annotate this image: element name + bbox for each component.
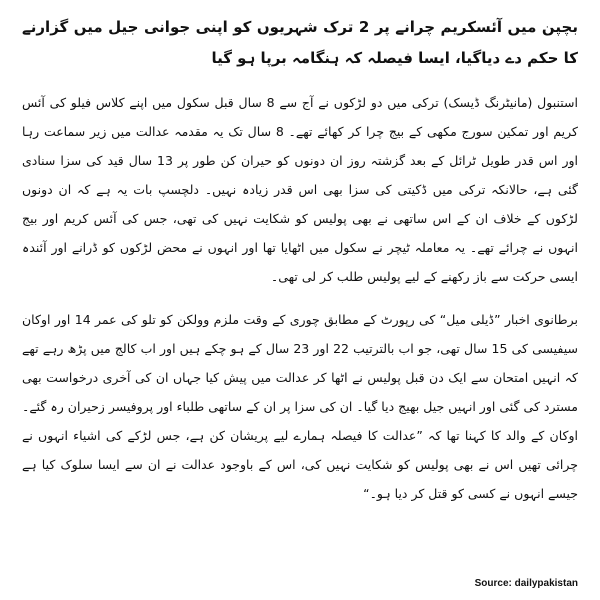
article-paragraph: برطانوی اخبار ”ڈیلی میل“ کی رپورٹ کے مطابق چوری کے وقت ملزم وولکن کو تلو کی عمر 14 اور اوکان سیفیسی کی 15 سال تھی، جو اب بالترتیب 22 اور 23 سال کے ہو چکے ہیں اور اب کالج میں پڑھ رہے تھے کہ انہیں امتحان سے ایک دن قبل پولیس نے اٹھا کر عدالت میں پیش کیا جہاں ان کی آخری درخواست بھی مسترد کی گئی اور انہیں جیل بھیج دیا گیا۔ ان کی سزا پر ان کے ساتھی طلباء اور پروفیسر زحیران رہ گئے۔ اوکان کے والد کا کہنا تھا کہ ”عدالت کا فیصلہ ہمارے لیے پریشان کن ہے، جس لڑکے کی اشیاء انہوں نے چرائی تھیں اس نے بھی پولیس کو شکایت نہیں کی، اس کے باوجود عدالت نے ان سے ایسا سلوک کیا ہے جیسے انہوں نے کسی کو قتل کر دیا ہو۔“ [22, 312, 578, 501]
news-article [22, 12, 578, 522]
source-credit: Source: dailypakistan [474, 578, 578, 589]
article-headline: بچپن میں آئسکریم چرانے پر 2 ترک شہریوں کو اپنی جوانی جیل میں گزارنے کا حکم دے دیاگیا، ایسا فیصلہ کہ ہنگامہ برپا ہو گیا [22, 18, 578, 67]
article-paragraph: استنبول (مانیٹرنگ ڈیسک) ترکی میں دو لڑکوں نے آج سے 8 سال قبل سکول میں اپنے کلاس فیلو کی آئس کریم اور تمکین سورج مکھی کے بیج چرا کر کھائے تھے۔ 8 سال تک یہ مقدمہ عدالت میں زیر سماعت رہا اور اس قدر طویل ٹرائل کے بعد گزشتہ روز ان دونوں کو حیران کن طور پر 13 سال قید کی سزا سنادی گئی ہے، حالانکہ ترکی میں ڈکیتی کی سزا بھی اس قدر زیادہ نہیں۔ دلچسپ بات یہ ہے کہ ان دونوں لڑکوں کے خلاف ان کے اس ساتھی نے بھی پولیس کو شکایت نہیں کی تھی، جس کی آئس کریم اور بیج انہوں نے چرائے تھے۔ یہ معاملہ ٹیچر نے سکول میں اٹھایا تھا اور انہوں نے محض لڑکوں کو ڈرانے اور آئندہ ایسی حرکت سے باز رکھنے کے لیے پولیس طلب کر لی تھی۔ [22, 95, 578, 284]
